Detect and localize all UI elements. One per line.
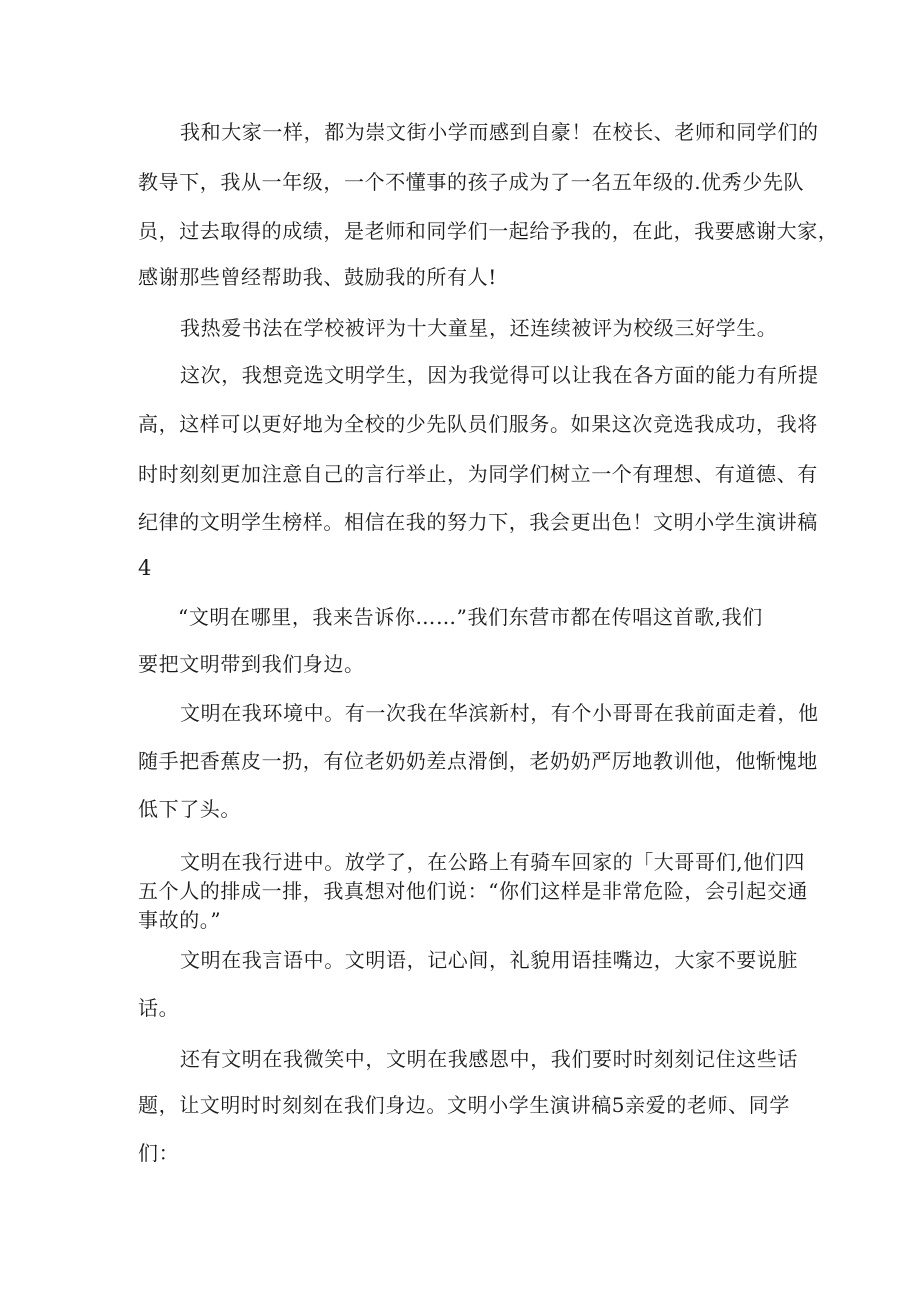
paragraph-line: 要把文明带到我们身边。 — [138, 652, 365, 676]
paragraph-line: 纪律的文明学生榜样。相信在我的努力下，我会更出色！文明小学生演讲稿 — [138, 510, 818, 534]
paragraph-line: 时时刻刻更加注意自己的言行举止，为同学们树立一个有理想、有道德、有 — [138, 462, 818, 486]
paragraph-line: 五个人的排成一排，我真想对他们说：“你们这样是非常危险，会引起交通 — [138, 879, 809, 903]
paragraph-line: 感谢那些曾经帮助我、鼓励我的所有人! — [138, 265, 497, 289]
paragraph-line: 这次，我想竞选文明学生，因为我觉得可以让我在各方面的能力有所提 — [180, 363, 819, 387]
paragraph-line: 低下了头。 — [138, 797, 241, 821]
paragraph-line: 题，让文明时时刻刻在我们身边。文明小学生演讲稿5亲爱的老师、同学 — [138, 1093, 790, 1117]
paragraph-line: “文明在哪里，我来告诉你……”我们东营市都在传唱这首歌,我们 — [178, 605, 763, 629]
paragraph-line: 教导下，我从一年级，一个不懂事的孩子成为了一名五年级的.优秀少先队 — [138, 170, 805, 194]
paragraph-line: 还有文明在我微笑中，文明在我感恩中，我们要时时刻刻记住这些话 — [180, 1047, 798, 1071]
paragraph-line: 我热爱书法在学校被评为十大童星，还连续被评为校级三好学生。 — [180, 316, 778, 340]
paragraph-line: 事故的。” — [138, 908, 222, 932]
page-number-text: 4 — [138, 556, 152, 580]
paragraph-line: 文明在我行进中。放学了，在公路上有骑车回家的「大哥哥们,他们四 — [180, 850, 805, 874]
paragraph-line: 员，过去取得的成绩，是老师和同学们一起给予我的，在此，我要感谢大家， — [138, 219, 839, 243]
paragraph-line: 我和大家一样，都为崇文街小学而感到自豪！在校长、老师和同学们的 — [180, 120, 819, 144]
paragraph-line: 文明在我言语中。文明语，记心间，礼貌用语挂嘴边，大家不要说脏 — [180, 948, 798, 972]
paragraph-line: 高，这样可以更好地为全校的少先队员们服务。如果这次竞选我成功，我将 — [138, 412, 818, 436]
paragraph-line: 们： — [138, 1141, 180, 1165]
paragraph-line: 随手把香蕉皮一扔，有位老奶奶差点滑倒，老奶奶严厉地教训他，他惭愧地 — [138, 749, 818, 773]
paragraph-line: 话。 — [138, 996, 180, 1020]
paragraph-line: 文明在我环境中。有一次我在华滨新村，有个小哥哥在我前面走着，他 — [180, 701, 819, 725]
